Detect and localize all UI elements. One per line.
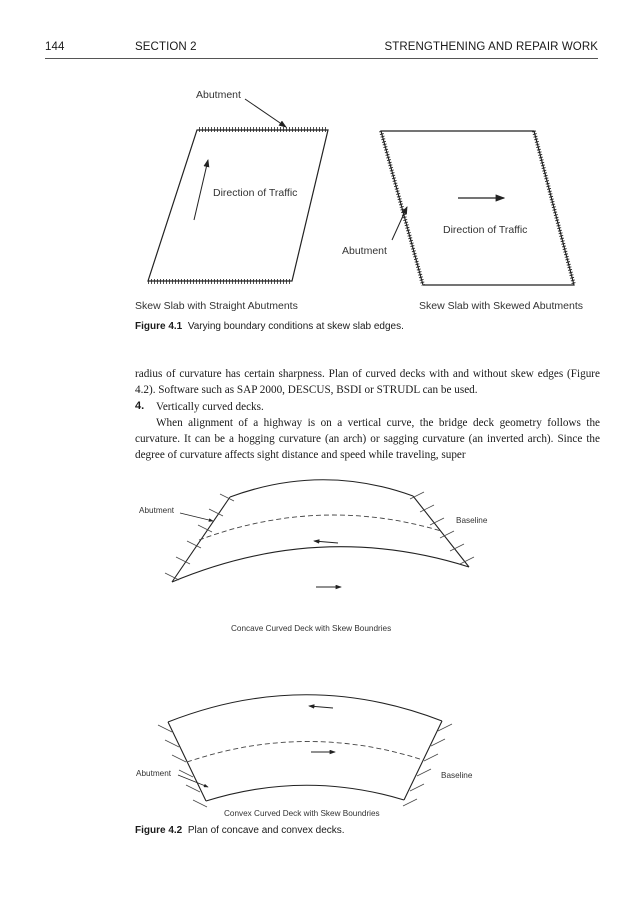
figure1-caption (135, 321, 404, 332)
abutment-hatch-bottom (148, 279, 292, 284)
abutment-label-right: Abutment (342, 245, 387, 257)
section-label: SECTION 2 (135, 41, 197, 53)
figure2-caption-number: Figure 4.2 (135, 825, 183, 836)
chapter-title: STRENGTHENING AND REPAIR WORK (384, 41, 598, 53)
item-title: Vertically curved decks. (156, 401, 264, 413)
subtitle-right: Skew Slab with Skewed Abutments (419, 300, 584, 312)
concave-curved-deck (165, 480, 474, 587)
abutment-hatch-top (197, 127, 328, 132)
concave-title: Concave Curved Deck with Skew Boundries (231, 624, 392, 633)
traffic-arrow-left (194, 160, 208, 220)
concave-abutment-label: Abutment (139, 506, 175, 515)
figure2-caption (135, 825, 345, 836)
abutment-label-top: Abutment (196, 89, 241, 101)
skew-slab-skewed-abutments (381, 131, 574, 285)
abutment-leader-right (392, 207, 407, 240)
figure1-caption-text: Varying boundary conditions at skew slab edges. (187, 321, 404, 332)
convex-title: Convex Curved Deck with Skew Boundries (224, 809, 380, 818)
convex-abutment-label: Abutment (136, 769, 172, 778)
concave-baseline-label: Baseline (456, 516, 488, 525)
page-number: 144 (45, 41, 65, 53)
traffic-label-left: Direction of Traffic (213, 187, 298, 199)
traffic-label-right: Direction of Traffic (443, 224, 528, 236)
paragraph-radius: radius of curvature has certain sharpness. Plan of curved decks with and without skew edges (Figure 4.2). Software such as SAP 2000, DESCUS, BSDI or STRUDL can be used. (135, 368, 600, 396)
subtitle-left: Skew Slab with Straight Abutments (135, 300, 298, 312)
figure2-caption-text: Plan of concave and convex decks. (187, 825, 345, 836)
item-number: 4. (135, 400, 145, 412)
convex-curved-deck (158, 695, 452, 807)
abutment-leader-top (245, 99, 286, 127)
paragraph-vertical-curve: When alignment of a highway is on a vertical curve, the bridge deck geometry follows the curvature. It can be a hogging curvature (an arch) or sagging curvature (an inverted arch). Since the degree of curvature affects sight distance and speed while traveling, super (135, 417, 600, 461)
convex-baseline-label: Baseline (441, 771, 473, 780)
figure1-caption-number: Figure 4.1 (135, 321, 183, 332)
